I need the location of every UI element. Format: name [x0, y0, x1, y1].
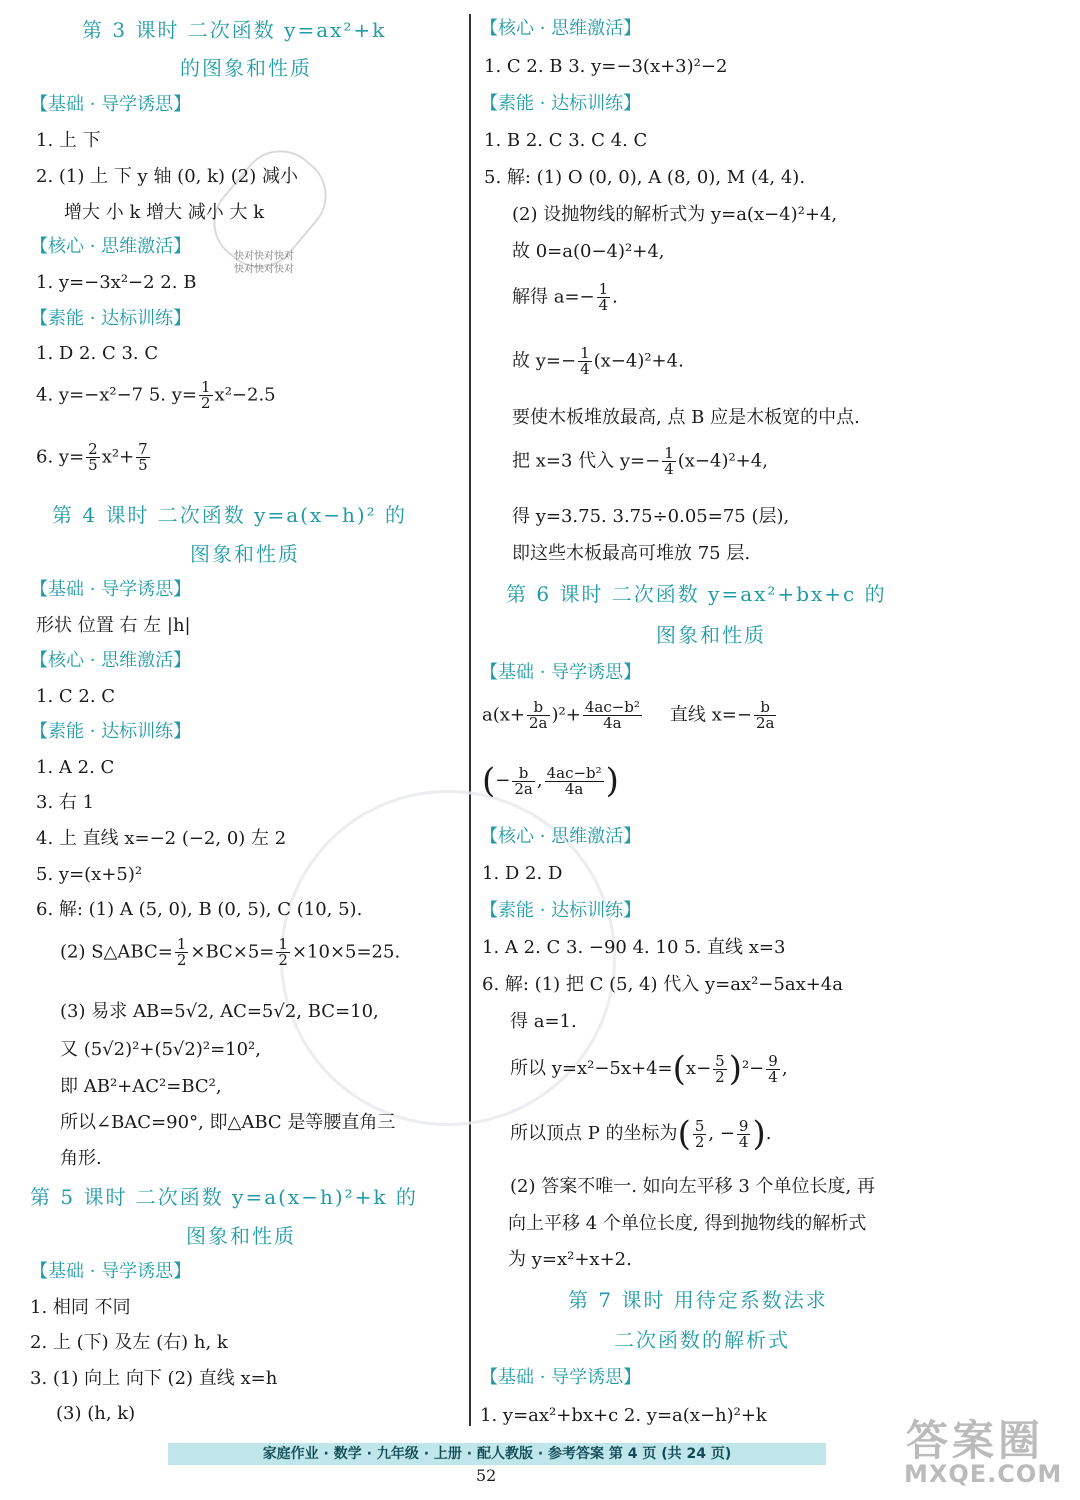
fraction: $\frac{5}{2}$ — [715, 1051, 725, 1086]
lesson-6-title-2: 图象和性质 — [656, 623, 766, 647]
section-basic: 【基础 · 导学诱思】 — [30, 1261, 192, 1282]
lesson-6-title: 第 6 课时 二次函数 y=ax²+bx+c 的 — [506, 582, 887, 606]
answer-line: 要使木板堆放最高, 点 B 应是木板宽的中点. — [512, 407, 860, 428]
answer-line: 又 (5√2)²+(5√2)²=10², — [60, 1039, 261, 1060]
page-number: 52 — [476, 1466, 497, 1485]
answer-line: 6. 解: (1) 把 C (5, 4) 代入 y=ax²−5ax+4a — [482, 974, 843, 995]
fraction: $\frac{1}{2}$ — [201, 378, 211, 412]
answer-line: 1. D 2. D — [482, 863, 563, 884]
answer-line: 1. y=ax²+bx+c 2. y=a(x−h)²+k — [480, 1405, 767, 1426]
answer-line: 1. 上 下 — [36, 130, 101, 151]
answer-line: 增大 小 k 增大 减小 大 k — [64, 202, 265, 223]
answer-line: 故 0=a(0−4)²+4, — [512, 241, 665, 262]
lesson-3-title-2: 的图象和性质 — [180, 56, 312, 80]
answer-line-fraction: 故 y=− $\frac{1}{4}$ (x−4)²+4. — [512, 344, 684, 378]
fraction: $\frac{5}{2}$ — [694, 1116, 705, 1151]
fraction: $\frac{1}{4}$ — [664, 444, 674, 478]
answer-line-fraction: 解得 a=− $\frac{1}{4}$ . — [512, 280, 618, 314]
answer-line: 形状 位置 右 左 |h| — [36, 615, 191, 636]
fraction: $\frac{7}{5}$ — [138, 440, 148, 474]
lesson-4-title: 第 4 课时 二次函数 y=a(x−h)² 的 — [52, 503, 408, 527]
answer-line-fraction: 所以顶点 P 的坐标为( $\frac{5}{2}$ , − $\frac{9}{4}$ ). — [510, 1114, 772, 1154]
section-basic: 【基础 · 导学诱思】 — [480, 1367, 642, 1388]
answer-line: 向上平移 4 个单位长度, 得到抛物线的解析式 — [508, 1213, 867, 1234]
answer-line: 3. (1) 向上 向下 (2) 直线 x=h — [30, 1368, 278, 1389]
lesson-3-title: 第 3 课时 二次函数 y=ax²+k — [82, 18, 387, 42]
formula-vertex-form: a(x+ $\frac{b}{2a}$ )²+ $\frac{\text{4ac−b²}}{4a}$ 直线 x=− $\frac{b}{2a}$ — [482, 698, 775, 732]
lesson-4-title-2: 图象和性质 — [190, 542, 300, 566]
fraction: $\frac{2}{5}$ — [88, 440, 98, 474]
answer-line: 2. 上 (下) 及左 (右) h, k — [30, 1332, 228, 1353]
fraction: $\frac{b}{2a}$ — [755, 698, 775, 732]
fraction: $\frac{1}{4}$ — [598, 280, 609, 314]
site-logo: 答案圈 MXQE.COM — [904, 1416, 1063, 1488]
answer-line: 2. (1) 上 下 y 轴 (0, k) (2) 减小 — [36, 166, 298, 187]
fraction: $\frac{9}{4}$ — [738, 1116, 749, 1151]
answer-line: 1. C 2. C — [36, 686, 116, 707]
section-core: 【核心 · 思维激活】 — [480, 826, 642, 847]
answer-line: 1. A 2. C 3. −90 4. 10 5. 直线 x=3 — [482, 937, 786, 958]
column-divider — [469, 14, 471, 1426]
answer-line-fraction: 4. y=−x²−7 5. y= $\frac{1}{2}$ x²−2.5 — [36, 378, 276, 412]
answer-line: 6. 解: (1) A (5, 0), B (0, 5), C (10, 5). — [36, 899, 363, 920]
footer-bar: 家庭作业 · 数学 · 九年级 · 上册 · 配人教版 · 参考答案 第 4 页 (共 24 页) — [168, 1443, 826, 1465]
answer-line-fraction: 所以 y=x²−5x+4=(x− $\frac{5}{2}$ )²− $\frac{9}{4}$ , — [510, 1049, 788, 1089]
section-skill: 【素能 · 达标训练】 — [30, 308, 192, 329]
fraction: $\frac{1}{2}$ — [176, 935, 187, 969]
section-skill: 【素能 · 达标训练】 — [480, 93, 642, 114]
answer-line: 1. B 2. C 3. C 4. C — [484, 130, 648, 151]
fraction: $\frac{b}{2a}$ — [529, 698, 548, 732]
answer-line: 1. C 2. B 3. y=−3(x+3)²−2 — [484, 56, 728, 77]
answer-line: (3) (h, k) — [56, 1403, 136, 1424]
section-skill: 【素能 · 达标训练】 — [30, 721, 192, 742]
section-core: 【核心 · 思维激活】 — [480, 18, 642, 39]
answer-line: (3) 易求 AB=5√2, AC=5√2, BC=10, — [60, 1001, 379, 1022]
section-basic: 【基础 · 导学诱思】 — [30, 579, 192, 600]
answer-line: (2) 设抛物线的解析式为 y=a(x−4)²+4, — [512, 204, 838, 225]
answer-line: 5. y=(x+5)² — [36, 864, 143, 885]
section-core: 【核心 · 思维激活】 — [30, 236, 192, 257]
answer-line-fraction: 把 x=3 代入 y=− $\frac{1}{4}$ (x−4)²+4, — [512, 444, 768, 478]
fraction: $\frac{9}{4}$ — [768, 1051, 778, 1086]
answer-line: 3. 右 1 — [36, 792, 95, 813]
answer-line: 即这些木板最高可堆放 75 层. — [512, 543, 751, 564]
answer-line: 为 y=x²+x+2. — [508, 1249, 632, 1270]
section-skill: 【素能 · 达标训练】 — [480, 900, 642, 921]
answer-line: 得 y=3.75. 3.75÷0.05=75 (层), — [512, 506, 790, 527]
lesson-7-title-2: 二次函数的解析式 — [614, 1328, 790, 1352]
lesson-7-title: 第 7 课时 用待定系数法求 — [568, 1288, 828, 1312]
watermark-text: 快对快对快对 快对快对快对 — [234, 251, 294, 275]
answer-line: 5. 解: (1) O (0, 0), A (8, 0), M (4, 4). — [484, 167, 806, 188]
answer-line-fraction: (2) S△ABC= $\frac{1}{2}$ ×BC×5= $\frac{1}{2}$ ×10×5=25. — [60, 935, 401, 969]
answer-line: 4. 上 直线 x=−2 (−2, 0) 左 2 — [36, 828, 287, 849]
fraction: $\frac{1}{2}$ — [278, 935, 288, 969]
fraction: $\frac{\text{4ac−b²}}{4a}$ — [584, 698, 640, 732]
section-basic: 【基础 · 导学诱思】 — [30, 94, 192, 115]
answer-line: 1. y=−3x²−2 2. B — [36, 272, 197, 293]
section-core: 【核心 · 思维激活】 — [30, 650, 192, 671]
answer-line: 1. A 2. C — [36, 757, 115, 778]
fraction: $\frac{b}{2a}$ — [514, 763, 533, 798]
answer-line: 所以∠BAC=90°, 即△ABC 是等腰直角三 — [60, 1112, 396, 1133]
lesson-5-title: 第 5 课时 二次函数 y=a(x−h)²+k 的 — [30, 1185, 418, 1209]
lesson-5-title-2: 图象和性质 — [186, 1224, 296, 1248]
answer-line: 1. 相同 不同 — [30, 1297, 131, 1318]
answer-line: (2) 答案不唯一. 如向左平移 3 个单位长度, 再 — [510, 1176, 875, 1197]
formula-vertex-coordinates: (− $\frac{b}{2a}$ , $\frac{\text{4ac−b²}}{4a}$ ) — [482, 761, 619, 801]
answer-line: 得 a=1. — [510, 1011, 577, 1032]
answer-line: 即 AB²+AC²=BC², — [60, 1076, 222, 1097]
fraction: $\frac{1}{4}$ — [580, 344, 590, 378]
section-basic: 【基础 · 导学诱思】 — [480, 662, 642, 683]
answer-line: 角形. — [60, 1148, 102, 1169]
fraction: $\frac{\text{4ac−b²}}{4a}$ — [546, 763, 602, 798]
answer-line: 1. D 2. C 3. C — [36, 343, 159, 364]
answer-line-fraction: 6. y= $\frac{2}{5}$ x²+ $\frac{7}{5}$ — [36, 440, 148, 474]
